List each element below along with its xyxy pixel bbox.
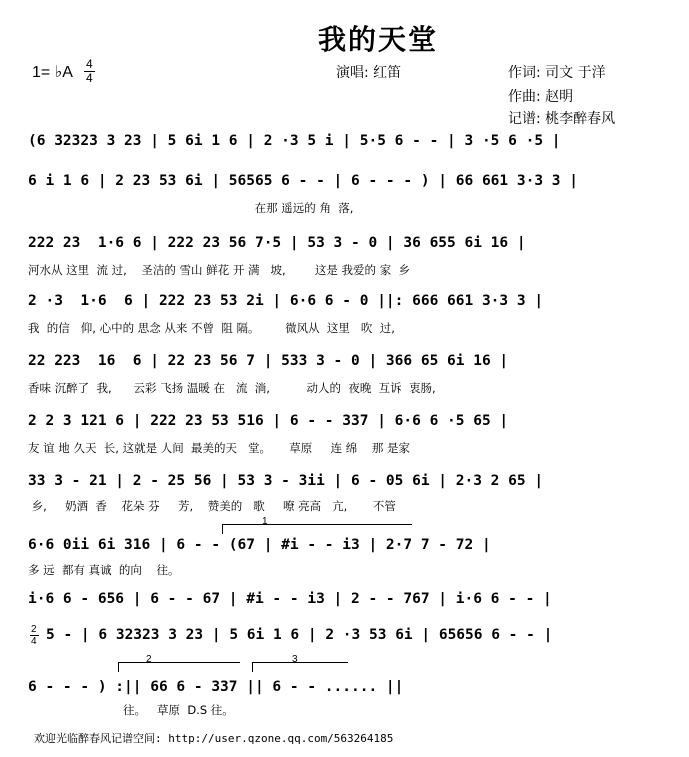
time-sig-mid-top: 2 [31, 624, 37, 635]
volta-bracket-2 [118, 662, 240, 663]
volta-label-1: 1 [262, 516, 268, 527]
song-title: 我的天堂 [318, 23, 439, 56]
volta-label-2: 2 [146, 654, 152, 665]
score-line-lyrics: 我 的信 仰, 心中的 思念 从来 不曾 阻 隔。 微风从 这里 吹 过, [28, 321, 395, 335]
score-line-notes: 222 23 1·6 6 | 222 23 56 7·5 | 53 3 - 0 | 36 655 6i 16 | [28, 235, 526, 251]
time-signature [84, 58, 98, 84]
score-line-lyrics: 河水从 这里 流 过, 圣洁的 雪山 鲜花 开 满 坡, 这是 我爱的 家 乡 [28, 263, 411, 277]
score-line-lyrics: 在那 遥远的 角 落, [28, 201, 354, 215]
time-sig-mid-bottom: 4 [31, 636, 37, 647]
volta-bracket-3 [252, 662, 348, 663]
time-signature-mid [30, 624, 42, 648]
score-line-notes: 5 - | 6 32323 3 23 | 5 6i 1 6 | 2 ·3 53 6i | 65656 6 - - | [46, 627, 553, 643]
score-line-lyrics: 友 谊 地 久天 长, 这就是 人间 最美的天 堂。 草原 连 绵 那 是家 [28, 441, 411, 455]
footer-link-text: 欢迎光临醉春风记谱空间: http://user.qzone.qq.com/563264185 [34, 732, 394, 745]
volta-label-3: 3 [292, 654, 298, 665]
score-line-notes: (6 32323 3 23 | 5 6i 1 6 | 2 ·3 5 i | 5·5 6 - - | 3 ·5 6 ·5 | [28, 133, 561, 149]
composer-credit: 作曲: 赵明 [508, 89, 574, 105]
score-line-notes: 6·6 0ii 6i 316 | 6 - - (67 | #i - - i3 | 2·7 7 - 72 | [28, 537, 491, 553]
score-line-notes: 6 - - - ) :|| 66 6 - 337 || 6 - - ...... || [28, 679, 404, 695]
score-line-lyrics: 往。 草原 D.S 往。 [28, 703, 234, 717]
score-line-lyrics: 多 远 都有 真诚 的向 往。 [28, 563, 180, 577]
score-line-notes: 22 223 16 6 | 22 23 56 7 | 533 3 - 0 | 366 65 6i 16 | [28, 353, 509, 369]
singer-credit: 演唱: 红笛 [336, 65, 402, 81]
volta-bracket-2-start [118, 662, 119, 672]
key-signature: 1= ♭A [32, 64, 73, 81]
transcriber-credit: 记谱: 桃李醉春风 [508, 111, 616, 127]
volta-bracket-3-start [252, 662, 253, 672]
score-line-lyrics: 香味 沉醉了 我, 云彩 飞扬 温暖 在 流 淌, 动人的 夜晚 互诉 衷肠, [28, 381, 436, 395]
score-line-notes: 2 2 3 121 6 | 222 23 53 516 | 6 - - 337 | 6·6 6 ·5 65 | [28, 413, 509, 429]
score-line-notes: 33 3 - 21 | 2 - 25 56 | 53 3 - 3ii | 6 - 05 6i | 2·3 2 65 | [28, 473, 544, 489]
score-line-notes: i·6 6 - 656 | 6 - - 67 | #i - - i3 | 2 - - 767 | i·6 6 - - | [28, 591, 552, 607]
score-line-lyrics: 乡, 奶酒 香 花朵 芬 芳, 赞美的 歌 嘹 亮高 亢, 不管 [28, 499, 396, 513]
volta-bracket-1 [222, 524, 412, 525]
lyricist-credit: 作词: 司文 于洋 [508, 65, 606, 81]
time-sig-bottom: 4 [86, 71, 93, 85]
score-line-notes: 2 ·3 1·6 6 | 222 23 53 2i | 6·6 6 - 0 ||: 666 661 3·3 3 | [28, 293, 544, 309]
score-line-notes: 6 i 1 6 | 2 23 53 6i | 56565 6 - - | 6 - - - ) | 66 661 3·3 3 | [28, 173, 578, 189]
time-sig-top: 4 [86, 57, 93, 71]
volta-bracket-1-start [222, 524, 223, 534]
